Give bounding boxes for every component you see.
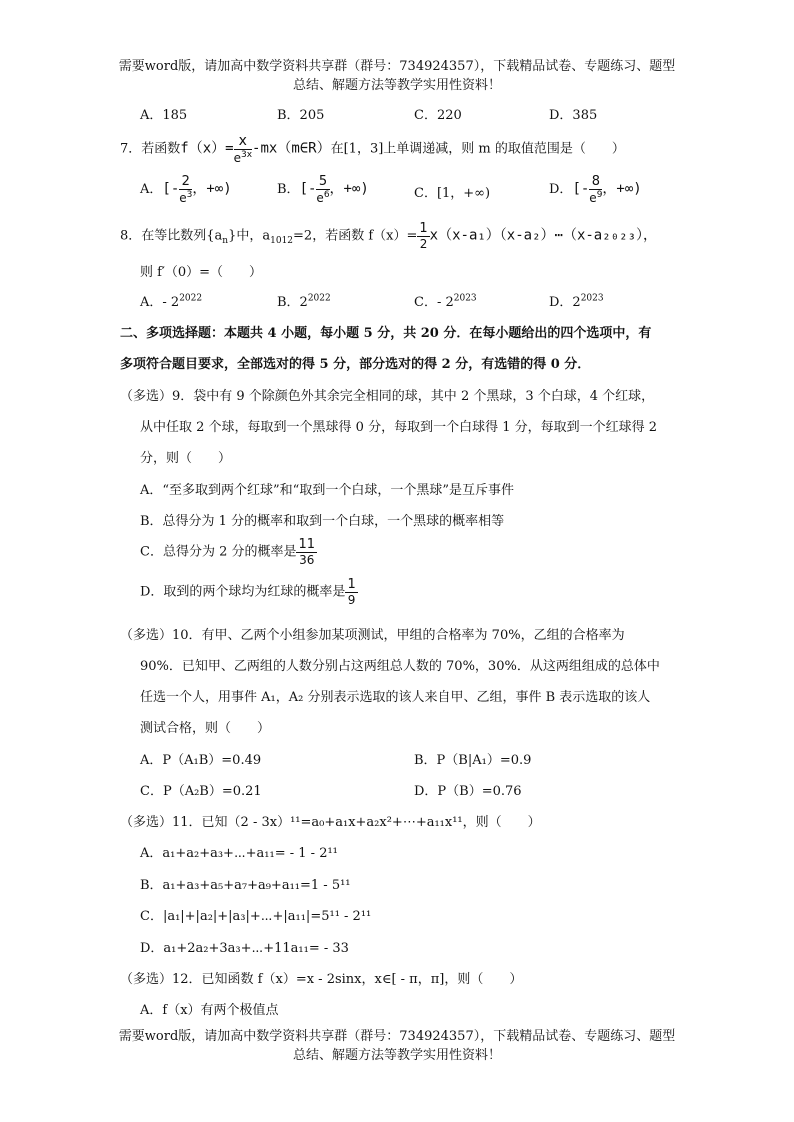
q9-stem-line2: 从中任取 2 个球，每取到一个黑球得 0 分，每取到一个白球得 1 分，每取到一个红球得 2	[140, 420, 658, 435]
q11-stem: （多选）11．已知（2 - 3x）¹¹=a₀+a₁x+a₂x²+⋯+a₁₁x¹¹，则（ ）	[120, 815, 541, 830]
header-notice-line2: 总结、解题方法等教学实用性资料！	[292, 78, 501, 93]
q10-option-d: D．P（B）=0.76	[414, 784, 522, 799]
q8-num: 1	[419, 221, 428, 236]
q9-c-frac	[296, 538, 317, 566]
q7-b-num: 5	[316, 175, 329, 190]
q8-b-sup: 2022	[307, 293, 331, 304]
q9-c-text: C．总得分为 2 分的概率是	[140, 544, 297, 560]
q11-option-c: C．|a₁|+|a₂|+|a₃|+⋯+|a₁₁|=5¹¹ - 2¹¹	[140, 909, 372, 924]
q7-b-frac	[316, 175, 329, 204]
q7-d-post: ，+∞)	[602, 181, 642, 197]
q12-option-a: A．f（x）有两个极值点	[140, 1003, 279, 1018]
q8-fraction	[417, 222, 429, 250]
q7-b-post: ，+∞)	[329, 181, 369, 197]
q8-sub-1012: 1012	[270, 236, 294, 247]
q6-option-a: A．185	[140, 108, 188, 123]
section2-heading-line2: 多项符合题目要求，全部选对的得 5 分，部分选对的得 2 分，有选错的得 0 分．	[120, 357, 591, 372]
q8-a-sup: 2022	[179, 293, 203, 304]
q7-option-d	[549, 175, 642, 204]
q7-b-sup: 6	[323, 190, 330, 200]
q8-option-c	[414, 291, 477, 310]
q9-d-text: D．取到的两个球均为红球的概率是	[140, 584, 346, 600]
q7-b-den: e	[316, 191, 324, 205]
q7-num: x	[234, 134, 252, 150]
q10-stem-line3: 任选一个人，用事件 A₁，A₂ 分别表示选取的该人来自甲、乙组，事件 B 表示选取的该人	[140, 690, 651, 705]
q9-d-num: 1	[347, 577, 356, 592]
q11-option-d: D．a₁+2a₂+3a₃+⋯+11a₁₁= - 33	[140, 941, 349, 956]
q7-den: e	[233, 151, 241, 165]
q6-option-d: D．385	[549, 108, 598, 123]
q10-stem-line4: 测试合格，则（ ）	[140, 721, 271, 736]
q11-option-b: B．a₁+a₃+a₅+a₇+a₉+a₁₁=1 - 5¹¹	[140, 878, 351, 893]
q7-tail: 在[1，3]上单调递减，则 m 的取值范围是（ ）	[330, 141, 625, 157]
q10-stem-line1: （多选）10．有甲、乙两个小组参加某项测试，甲组的合格率为 70%，乙组的合格率为	[120, 628, 625, 643]
q7-den-sup: 3x	[240, 150, 253, 160]
q7-d-label: D．	[549, 182, 573, 197]
q9-d-frac	[345, 578, 357, 606]
q9-stem-line1: （多选）9．袋中有 9 个除颜色外其余完全相同的球，其中 2 个黑球，3 个白球，4 个红球，	[120, 389, 655, 404]
q10-stem-line2: 90%．已知甲、乙两组的人数分别占这两组总人数的 70%，30%．从这两组组成的总体中	[140, 659, 660, 674]
q8-stem	[120, 222, 657, 250]
footer-notice-line2: 总结、解题方法等教学实用性资料！	[292, 1048, 501, 1063]
q7-option-a	[140, 175, 232, 204]
q12-stem: （多选）12．已知函数 f（x）=x - 2sinx，x∈[ - π，π]，则（ ）	[120, 972, 523, 987]
q7-rest: -mx（m∈R）	[252, 140, 331, 157]
q7-d-num: 8	[589, 175, 602, 190]
q7-option-c: C．[1，+∞)	[414, 186, 491, 201]
q6-option-b: B．205	[277, 108, 325, 123]
q8-sub-n: n	[222, 236, 229, 247]
q7-prefix: 7．若函数	[120, 141, 181, 157]
q9-option-d	[140, 578, 358, 606]
q9-option-b: B．总得分为 1 分的概率和取到一个白球，一个黑球的概率相等	[140, 514, 505, 529]
q8-c-label: C．- 2	[414, 295, 454, 310]
q8-mid: }中，a	[228, 228, 271, 244]
q8-option-d	[549, 291, 604, 310]
q7-d-sup: 9	[596, 190, 603, 200]
q10-option-b: B．P（B|A₁）=0.9	[414, 753, 532, 768]
q8-option-b	[277, 291, 331, 310]
q7-option-b	[277, 175, 369, 204]
q8-expr: x（x-a₁）（x-a₂）⋯（x-a₂₀₂₃），	[429, 227, 657, 244]
q7-a-post: ，+∞)	[192, 181, 232, 197]
q7-a-label: A．	[140, 182, 163, 197]
q6-option-c: C．220	[414, 108, 462, 123]
q10-option-c: C．P（A₂B）=0.21	[140, 784, 262, 799]
q8-c-sup: 2023	[453, 293, 477, 304]
q7-d-frac	[589, 175, 602, 204]
q7-b-pre: [-	[299, 181, 317, 197]
q8-prefix: 8．在等比数列{a	[120, 228, 223, 244]
q7-a-sup: 3	[186, 190, 193, 200]
q8-a-label: A．- 2	[140, 295, 180, 310]
q7-fraction	[234, 134, 252, 164]
q7-func: f（x）=	[180, 140, 234, 157]
q10-option-a: A．P（A₁B）=0.49	[140, 753, 262, 768]
q8-den: 2	[419, 237, 428, 251]
q7-a-pre: [-	[162, 181, 180, 197]
q7-d-den: e	[589, 191, 597, 205]
q7-b-label: B．	[277, 182, 300, 197]
q9-stem-line3: 分，则（ ）	[140, 451, 232, 466]
q8-option-a	[140, 291, 202, 310]
q7-a-num: 2	[179, 175, 192, 190]
section2-heading-line1: 二、多项选择题：本题共 4 小题，每小题 5 分，共 20 分．在每小题给出的四个选项中，有	[120, 326, 652, 341]
footer-notice-line1: 需要word版，请加高中数学资料共享群（群号：734924357），下载精品试卷、专题练习、题型	[118, 1029, 676, 1044]
q8-d-label: D．2	[549, 295, 581, 310]
q8-d-sup: 2023	[580, 293, 604, 304]
q7-a-den: e	[179, 191, 187, 205]
q9-c-den: 36	[299, 553, 315, 567]
q8-mid2: =2，若函数 f（x）=	[293, 228, 418, 244]
q9-c-num: 11	[298, 537, 316, 552]
q9-option-c	[140, 538, 317, 566]
q7-d-pre: [-	[572, 181, 590, 197]
q7-stem	[120, 134, 625, 164]
q8-stem-line2: 则 f′（0）=（ ）	[140, 265, 263, 280]
header-notice-line1: 需要word版，请加高中数学资料共享群（群号：734924357），下载精品试卷、专题练习、题型	[118, 59, 676, 74]
q9-option-a: A．“至多取到两个红球”和“取到一个白球，一个黑球”是互斥事件	[140, 483, 514, 498]
q9-d-den: 9	[347, 593, 356, 607]
q7-a-frac	[179, 175, 192, 204]
q8-b-label: B．2	[277, 295, 308, 310]
q11-option-a: A．a₁+a₂+a₃+⋯+a₁₁= - 1 - 2¹¹	[140, 846, 338, 861]
